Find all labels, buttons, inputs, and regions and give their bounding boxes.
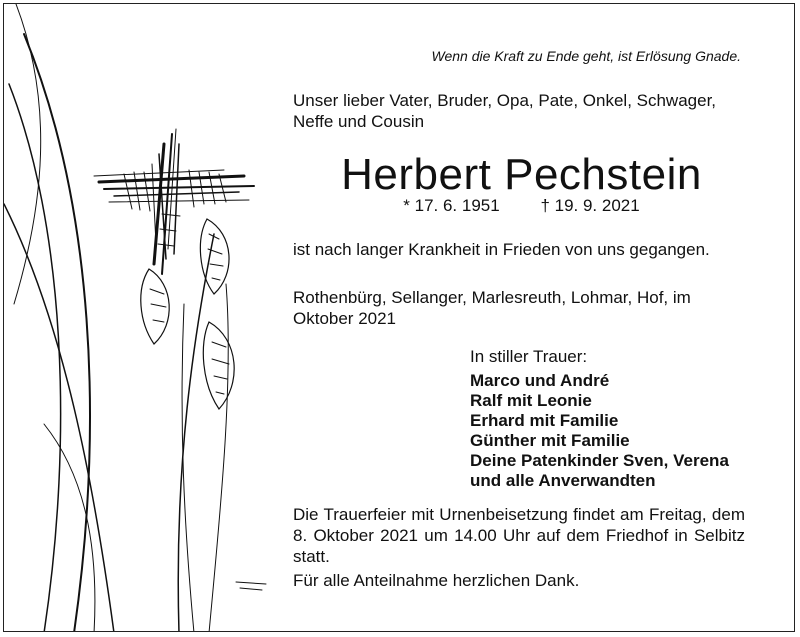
- deceased-name: Herbert Pechstein: [341, 150, 702, 199]
- cross-and-wheat-illustration: [4, 4, 304, 632]
- relation-intro: Unser lieber Vater, Bruder, Opa, Pate, Onkel, Schwager, Neffe und Cousin: [293, 91, 717, 131]
- obituary-frame: [3, 3, 795, 632]
- motto-quote: Wenn die Kraft zu Ende geht, ist Erlösung Gnade.: [431, 48, 741, 64]
- mourner-item: Marco und André: [470, 371, 610, 390]
- mourner-item: Günther mit Familie: [470, 431, 630, 450]
- mourner-item: Erhard mit Familie: [470, 411, 619, 430]
- mourners-list: [470, 371, 770, 491]
- mourning-heading: In stiller Trauer:: [470, 347, 588, 366]
- mourner-item: Deine Patenkinder Sven, Verena: [470, 451, 729, 470]
- funeral-details: Die Trauerfeier mit Urnenbeisetzung findet am Freitag, dem 8. Oktober 2021 um 14.00 Uhr auf dem Friedhof in Selbitz statt.: [293, 505, 745, 566]
- place-and-date: Rothenbürg, Sellanger, Marlesreuth, Lohmar, Hof, im Oktober 2021: [293, 288, 691, 328]
- life-dates: [294, 196, 749, 216]
- death-date: † 19. 9. 2021: [540, 196, 640, 215]
- passing-statement: ist nach langer Krankheit in Frieden von uns gegangen.: [293, 240, 710, 259]
- mourner-item: und alle Anverwandten: [470, 471, 656, 490]
- birth-date: * 17. 6. 1951: [403, 196, 500, 215]
- mourner-item: Ralf mit Leonie: [470, 391, 592, 410]
- thanks-line: Für alle Anteilnahme herzlichen Dank.: [293, 571, 580, 590]
